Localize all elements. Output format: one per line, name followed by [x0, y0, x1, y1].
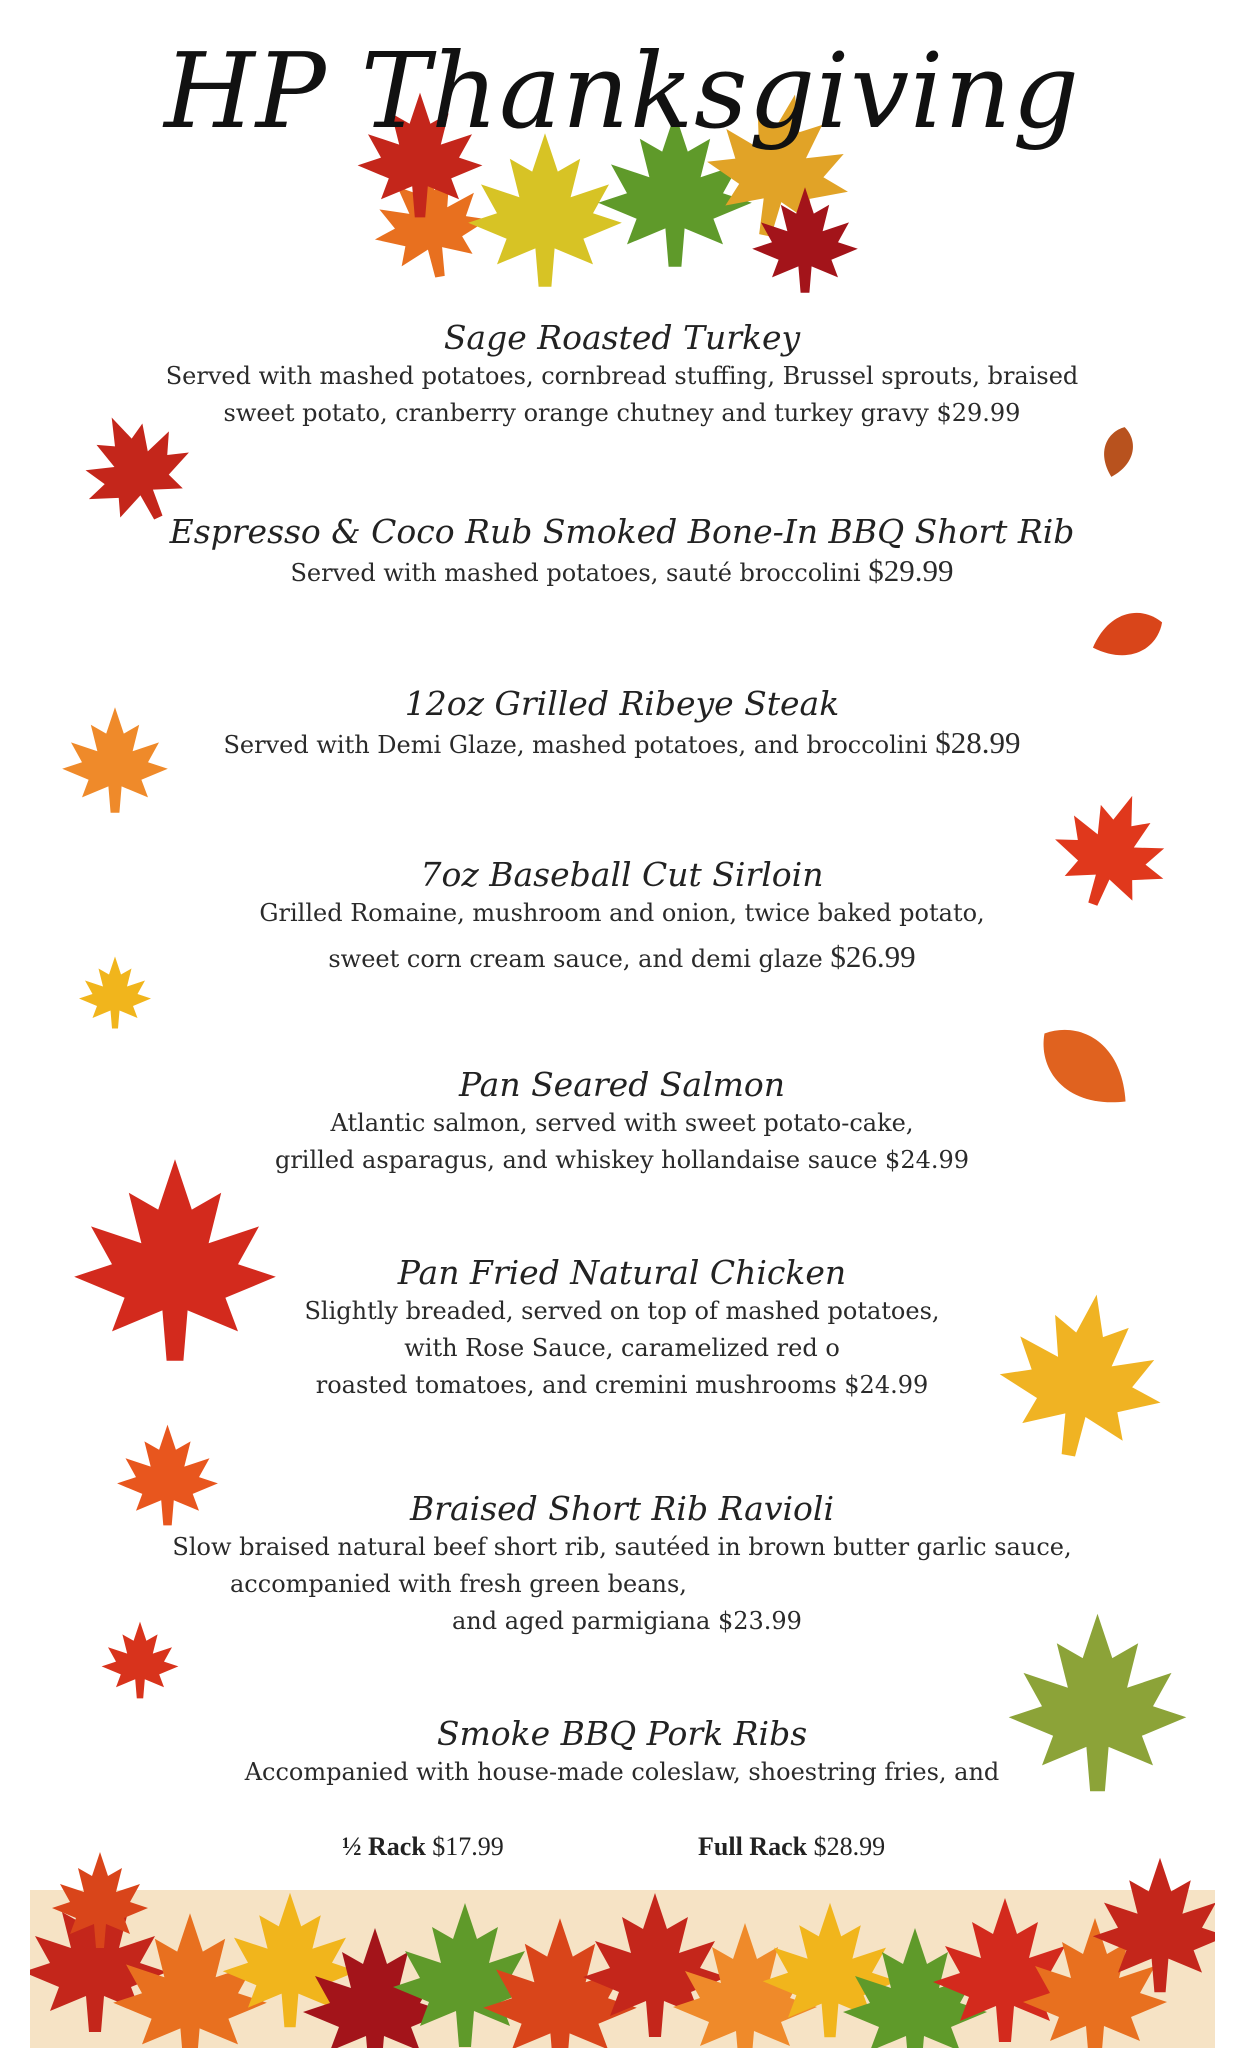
dish-description-line: Slow braised natural beef short rib, sautéed in brown butter garlic sauce, — [172, 1533, 1072, 1561]
menu-item — [0, 1253, 1244, 1404]
dish-price: $29.99 — [868, 553, 954, 588]
dish-price: $26.99 — [830, 939, 916, 974]
dish-description-line: and aged parmigiana $23.99 — [452, 1607, 802, 1635]
dish-name: Pan Fried Natural Chicken — [397, 1253, 847, 1292]
dish-description-line: accompanied with fresh green beans, — [230, 1570, 687, 1598]
dish-price: $28.99 — [935, 725, 1021, 760]
dish-description-line: sweet potato, cranberry orange chutney and turkey gravy $29.99 — [223, 399, 1021, 427]
menu-title: HP Thanksgiving — [164, 30, 1080, 152]
dish-name: Sage Roasted Turkey — [443, 318, 801, 357]
dish-name: Braised Short Rib Ravioli — [409, 1489, 835, 1528]
menu-item — [0, 684, 1244, 764]
dish-description-line: Served with mashed potatoes, cornbread stuffing, Brussel sprouts, braised — [165, 362, 1079, 390]
dish-name: 12oz Grilled Ribeye Steak — [404, 684, 840, 723]
orange-curled-leaf-icon — [1065, 595, 1190, 675]
rack-label: ½ Rack — [342, 1832, 426, 1861]
dish-name: Pan Seared Salmon — [458, 1065, 786, 1104]
dish-description-line: with Rose Sauce, caramelized red o — [404, 1334, 840, 1362]
dish-description-line — [0, 552, 1244, 592]
dish-description-line: Slightly breaded, served on top of mashed potatoes, — [304, 1297, 940, 1325]
rack-price: $17.99 — [432, 1832, 504, 1861]
dish-name: Smoke BBQ Pork Ribs — [436, 1714, 808, 1753]
dish-name: 7oz Baseball Cut Sirloin — [420, 855, 824, 894]
dish-description-line: roasted tomatoes, and cremini mushrooms $24.99 — [315, 1371, 929, 1399]
half-rack-option — [342, 1832, 504, 1862]
dish-description-line — [0, 938, 1244, 978]
menu-item — [0, 1489, 1244, 1640]
dish-description-line: Atlantic salmon, served with sweet potato-cake, — [330, 1109, 914, 1137]
menu-item — [0, 1714, 1244, 1791]
menu-item — [0, 318, 1244, 432]
dish-description: sweet corn cream sauce, and demi glaze — [328, 945, 823, 973]
dish-name: Espresso & Coco Rub Smoked Bone-In BBQ Short Rib — [169, 512, 1075, 551]
rack-label: Full Rack — [698, 1832, 808, 1861]
menu-item — [0, 1065, 1244, 1179]
leaf-border-illustration — [30, 1830, 1215, 2048]
dish-description: Served with Demi Glaze, mashed potatoes, and broccolini — [223, 731, 928, 759]
dish-description-line: grilled asparagus, and whiskey hollandaise sauce $24.99 — [274, 1146, 970, 1174]
menu-item — [0, 512, 1244, 592]
dish-description-line: Accompanied with house-made coleslaw, shoestring fries, and — [244, 1758, 1000, 1786]
rack-price: $28.99 — [813, 1832, 886, 1861]
menu-item — [0, 855, 1244, 978]
dish-description-line: Grilled Romaine, mushroom and onion, twice baked potato, — [259, 899, 985, 927]
dish-description-line — [0, 724, 1244, 764]
full-rack-option — [698, 1832, 885, 1862]
dish-description: Served with mashed potatoes, sauté broccolini — [290, 559, 861, 587]
